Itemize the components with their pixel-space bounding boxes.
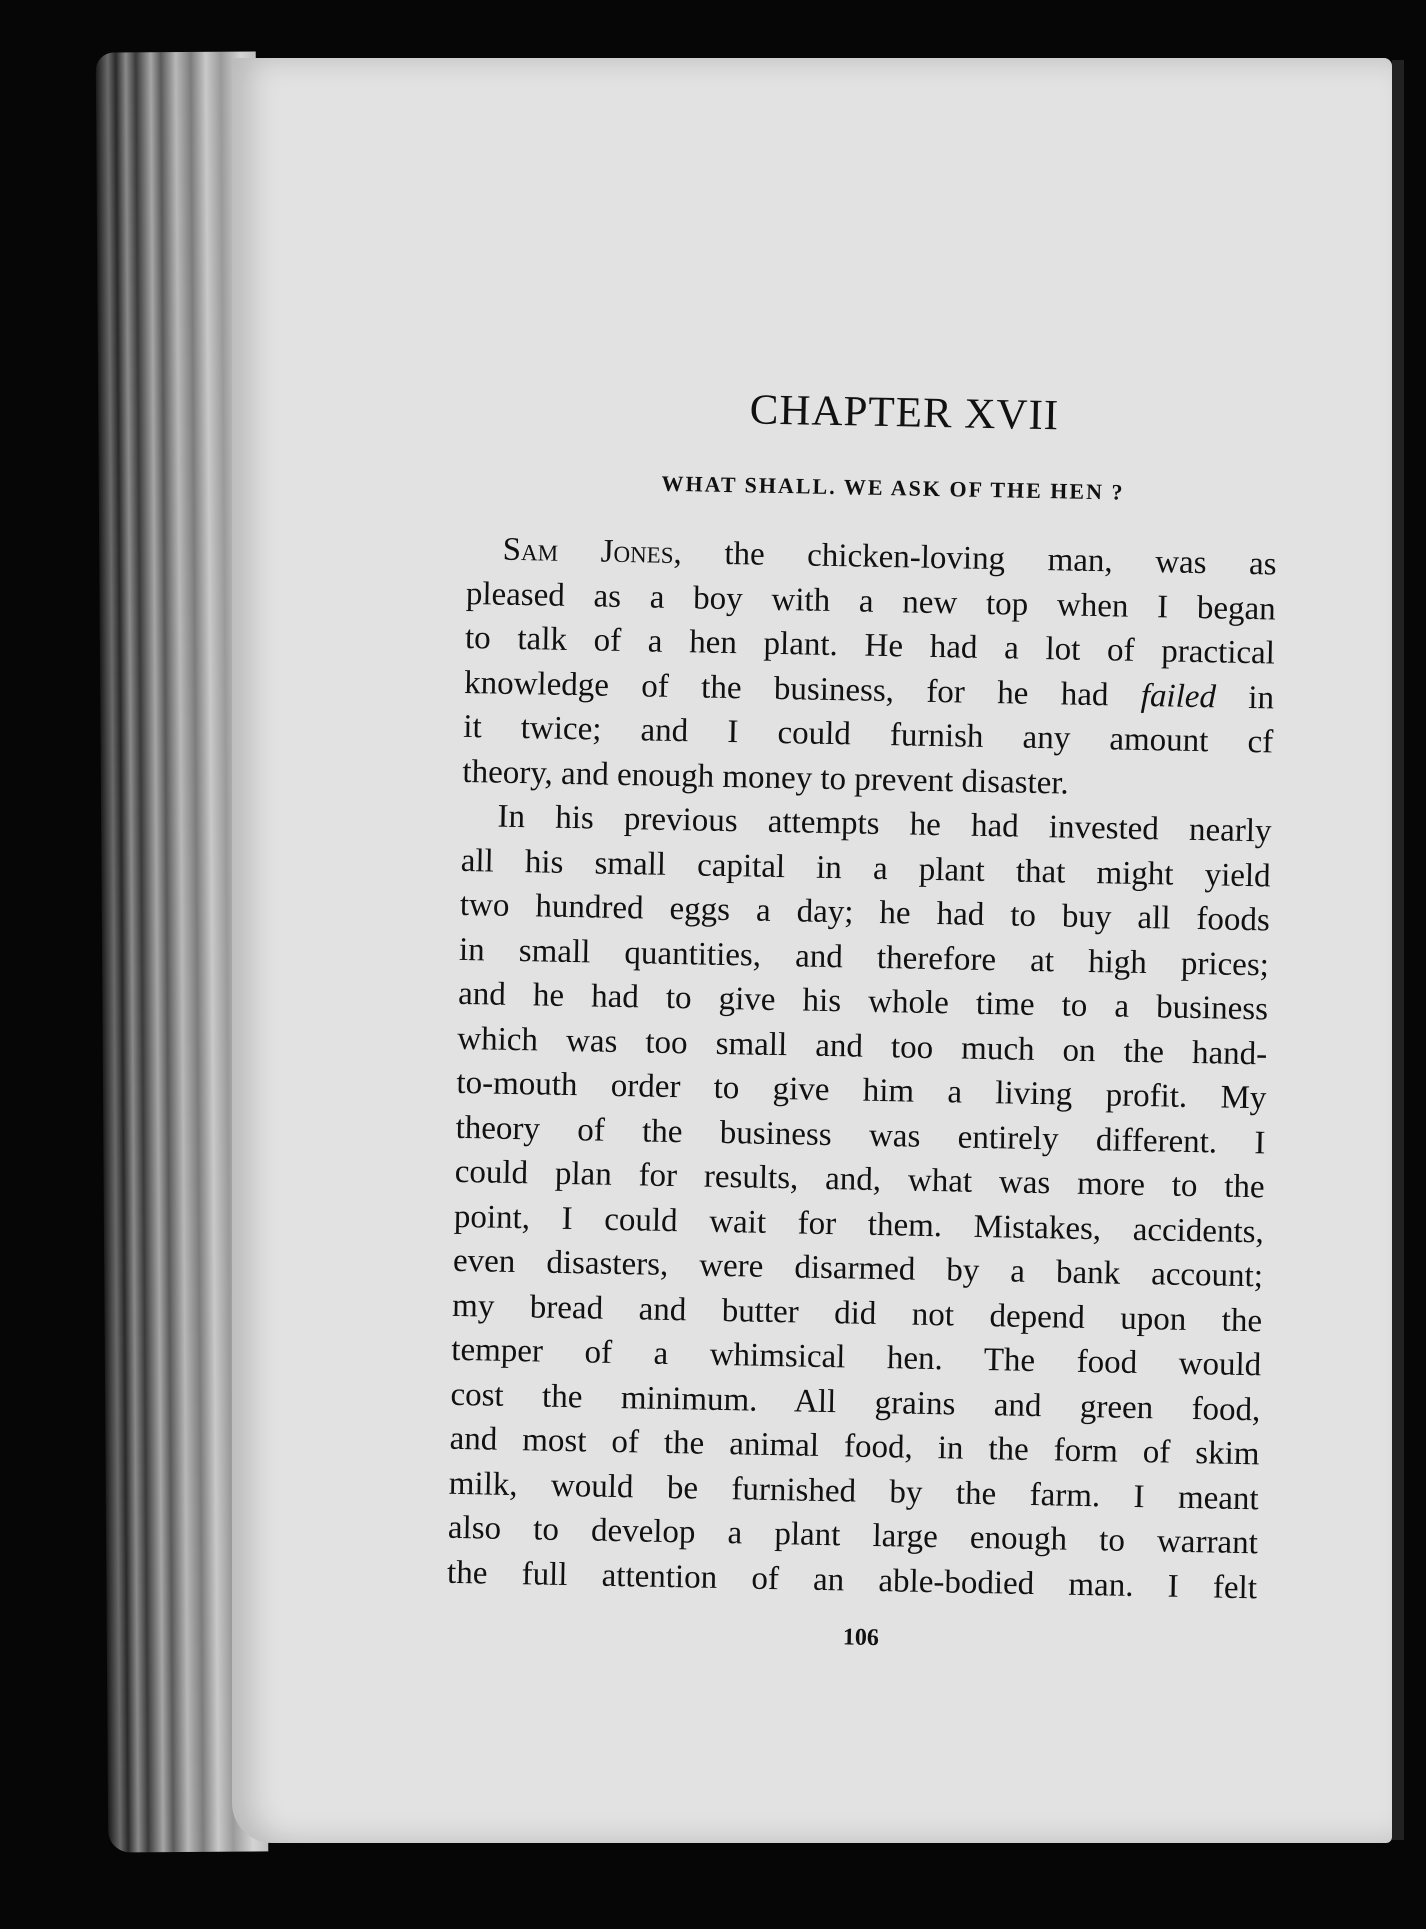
paragraph-2-line: to-mouth order to give him a living profit. My xyxy=(456,1064,1267,1117)
paragraph-2-line: my bread and butter did not depend upon the xyxy=(451,1287,1263,1339)
paragraph-2-line: milk, would be furnished by the farm. I meant xyxy=(448,1465,1260,1517)
paragraph-2-line: which was too small and too much on the hand- xyxy=(457,1020,1268,1072)
page-content xyxy=(446,380,1280,1659)
emphasis-word: failed xyxy=(1140,677,1217,715)
paragraph-2-line: and he had to give his whole time to a business xyxy=(457,975,1269,1028)
paragraph-2-line: the full attention of an able-bodied man. I felt xyxy=(446,1554,1258,1606)
chapter-title: CHAPTER XVII xyxy=(749,386,1060,440)
paragraph-2-line: two hundred eggs a day; he had to buy all foods xyxy=(459,886,1271,939)
paragraph-1-line-6: theory, and enough money to prevent disaster. xyxy=(462,753,1070,802)
page-number: 106 xyxy=(842,1624,880,1652)
paragraph-1-line-1: Sam Jones, the chicken-loving man, was as xyxy=(502,531,1277,583)
paragraph-2-line: temper of a whimsical hen. The food would xyxy=(451,1331,1262,1384)
paragraph-1-line-3: to talk of a hen plant. He had a lot of practical xyxy=(464,619,1276,672)
lead-name: Sam Jones, xyxy=(502,531,683,572)
paragraph-2-line: point, I could wait for them. Mistakes, accidents, xyxy=(453,1198,1265,1250)
paragraph-1-line-5: it twice; and I could furnish any amount cf xyxy=(462,708,1274,761)
book-gutter-edge xyxy=(1392,60,1404,1840)
paragraph-2-line: also to develop a plant large enough to warrant xyxy=(447,1509,1259,1562)
paragraph-1-line-4: knowledge of the business, for he had failed in xyxy=(463,664,1275,716)
paragraph-2-line: in small quantities, and therefore at high prices; xyxy=(458,931,1270,983)
paragraph-2-line: theory of the business was entirely different. I xyxy=(455,1109,1266,1161)
paragraph-1-line-2: pleased as a boy with a new top when I began xyxy=(465,575,1277,628)
paragraph-2-line: all his small capital in a plant that might yield xyxy=(460,842,1271,894)
paragraph-2-line: and most of the animal food, in the form of skim xyxy=(449,1420,1260,1473)
paragraph-2-line: even disasters, were disarmed by a bank account; xyxy=(452,1242,1264,1295)
paragraph-2-line: cost the minimum. All grains and green food, xyxy=(450,1376,1261,1428)
paragraph-1 xyxy=(462,527,1277,810)
paragraph-2 xyxy=(447,794,1272,1610)
paragraph-2-line: could plan for results, and, what was more to the xyxy=(454,1153,1265,1206)
paragraph-2-line: In his previous attempts he had invested nearly xyxy=(497,798,1272,850)
chapter-subtitle: WHAT SHALL. WE ASK OF THE HEN ? xyxy=(661,470,1125,505)
